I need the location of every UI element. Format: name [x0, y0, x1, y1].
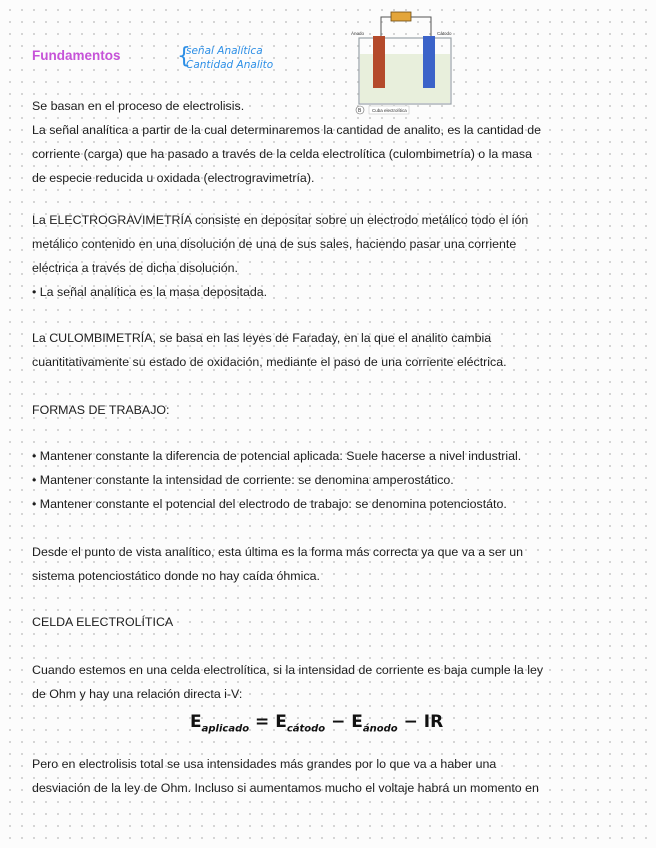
note-line-1: señal Analítica	[186, 45, 263, 57]
bullet-item: • Mantener constante la intensidad de corriente: se denomina amperostático.	[32, 473, 454, 487]
text-line: La CULOMBIMETRÍA, se basa en las leyes de Faraday, en la que el analito cambia	[32, 331, 492, 345]
paragraph-analytic-view	[32, 540, 632, 588]
note-line-2: Cantidad Analito	[186, 59, 274, 71]
text-line: CELDA ELECTROLÍTICA	[32, 615, 174, 629]
text-line: corriente (carga) que ha pasado a través de la celda electrolítica (culombimetría) o la masa	[32, 147, 532, 161]
anode-electrode	[373, 36, 385, 88]
text-line: de especie reducida u oxidada (electrogravimetría).	[32, 171, 315, 185]
paragraph-intro	[32, 94, 632, 190]
text-line: metálico contenido en una disolución de una de sus sales, haciendo pasar una corriente	[32, 237, 517, 251]
text-line: de Ohm y hay una relación directa i-V:	[32, 687, 243, 701]
section-heading: Fundamentos	[32, 48, 121, 63]
text-line: La ELECTROGRAVIMETRÍA consiste en depositar sobre un electrodo metálico todo el ión	[32, 213, 529, 227]
paragraph-culombimetry	[32, 326, 632, 374]
brace-icon: {	[177, 44, 191, 69]
text-line: Cuando estemos en una celda electrolítica, si la intensidad de corriente es baja cumple la ley	[32, 663, 544, 677]
cathode-electrode	[423, 36, 435, 88]
figure-badge: B	[358, 108, 362, 114]
heading-formas-de-trabajo	[32, 398, 632, 422]
bullet-item: • Mantener constante la diferencia de potencial aplicada: Suele hacerse a nivel industrial.	[32, 449, 522, 463]
bullet-item: • La señal analítica es la masa depositada.	[32, 285, 268, 299]
applied-potential-formula: $E_{aplicado} = E_{cátodo} - E_{ánodo}$ − IR	[190, 712, 444, 735]
text-line: FORMAS DE TRABAJO:	[32, 403, 170, 417]
text-line: Desde el punto de vista analítico, esta última es la forma más correcta ya que va a ser un	[32, 545, 524, 559]
text-line: eléctrica a través de dicha disolución.	[32, 261, 238, 275]
figure-caption: Cuba electrolítica	[372, 108, 407, 113]
cathode-label: Cátodo	[437, 31, 452, 36]
battery-icon	[391, 12, 411, 21]
paragraph-total-electrolysis	[32, 752, 632, 800]
text-line: sistema potenciostático donde no hay caída óhmica.	[32, 569, 320, 583]
work-modes-list	[32, 444, 632, 516]
text-line: cuantitativamente su estado de oxidación, mediante el paso de una corriente eléctrica.	[32, 355, 507, 369]
bullet-item: • Mantener constante el potencial del electrodo de trabajo: se denomina potenciostáto.	[32, 497, 507, 511]
text-line: desviación de la ley de Ohm. Incluso si aumentamos mucho el voltaje habrá un momento en	[32, 781, 539, 795]
paragraph-ohm-law	[32, 658, 632, 706]
heading-celda-electrolitica	[32, 610, 632, 634]
anode-label: Ánodo	[351, 31, 365, 36]
paragraph-electrogravimetry	[32, 208, 632, 304]
handwritten-note	[177, 44, 274, 72]
text-line: Se basan en el proceso de electrolisis.	[32, 99, 245, 113]
text-line: Pero en electrolisis total se usa intensidades más grandes por lo que va a haber una	[32, 757, 497, 771]
text-line: La señal analítica a partir de la cual determinaremos la cantidad de analito, es la cantidad de	[32, 123, 542, 137]
